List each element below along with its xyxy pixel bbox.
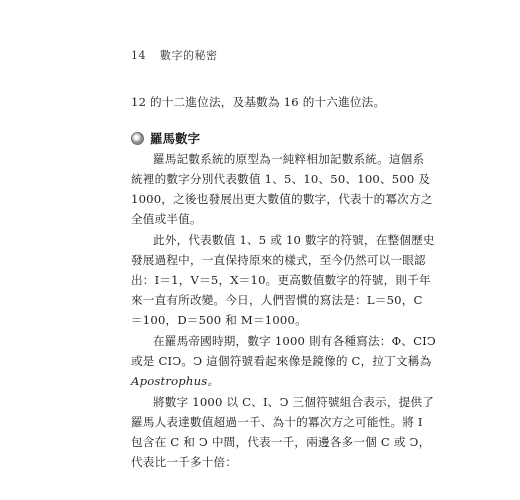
book-title: 數字的秘密 — [160, 49, 218, 62]
page-number: 14 — [131, 49, 146, 62]
body-line: 代表比一千多十倍： — [131, 455, 238, 469]
body-line: 羅馬記數系統的原型為一純粹相加記數系統。這個系 — [153, 152, 425, 166]
body-line: 來一直有所改變。今日，人們習慣的寫法是：L＝50，C — [131, 293, 423, 307]
body-line: 包含在 C 和 Ↄ 中間，代表一千，兩邊各多一個 C 或 Ↄ， — [131, 435, 431, 449]
section-heading — [131, 129, 200, 147]
body-line: Apostrophus。 — [131, 374, 220, 388]
body-line: 統裡的數字分別代表數值 1、5、10、50、100、500 及 — [131, 172, 431, 186]
continuation-line: 12 的十二進位法，及基數為 16 的十六進位法。 — [131, 95, 386, 109]
body-line: 全值或半值。 — [131, 212, 202, 226]
body-line: 羅馬人表達數值超過一千、為十的冪次方之可能性。將 I — [131, 415, 423, 429]
body-line: ＝100，D＝500 和 M＝1000。 — [131, 313, 307, 327]
body-line: 或是 CIↃ。Ↄ 這個符號看起來像是鏡像的 C，拉丁文稱為 — [131, 354, 432, 368]
body-line: 發展過程中，一直保持原來的樣式，至今仍然可以一眼認 — [131, 253, 426, 267]
body-line: 在羅馬帝國時期，數字 1000 則有各種寫法：Φ、ⅭⅠↃ — [153, 334, 436, 348]
body-line: 1000，之後也發展出更大數值的數字，代表十的冪次方之 — [131, 192, 433, 206]
circle-bullet-icon — [131, 132, 144, 145]
section-title: 羅馬數字 — [150, 131, 201, 146]
body-line: 出：I＝1，V＝5，X＝10。更高數值數字的符號，則千年 — [131, 273, 431, 287]
running-header — [131, 47, 218, 63]
body-line: 將數字 1000 以 C、I、Ↄ 三個符號組合表示，提供了 — [153, 395, 435, 409]
body-line: 此外，代表數值 1、5 或 10 數字的符號，在整個歷史 — [153, 233, 435, 247]
